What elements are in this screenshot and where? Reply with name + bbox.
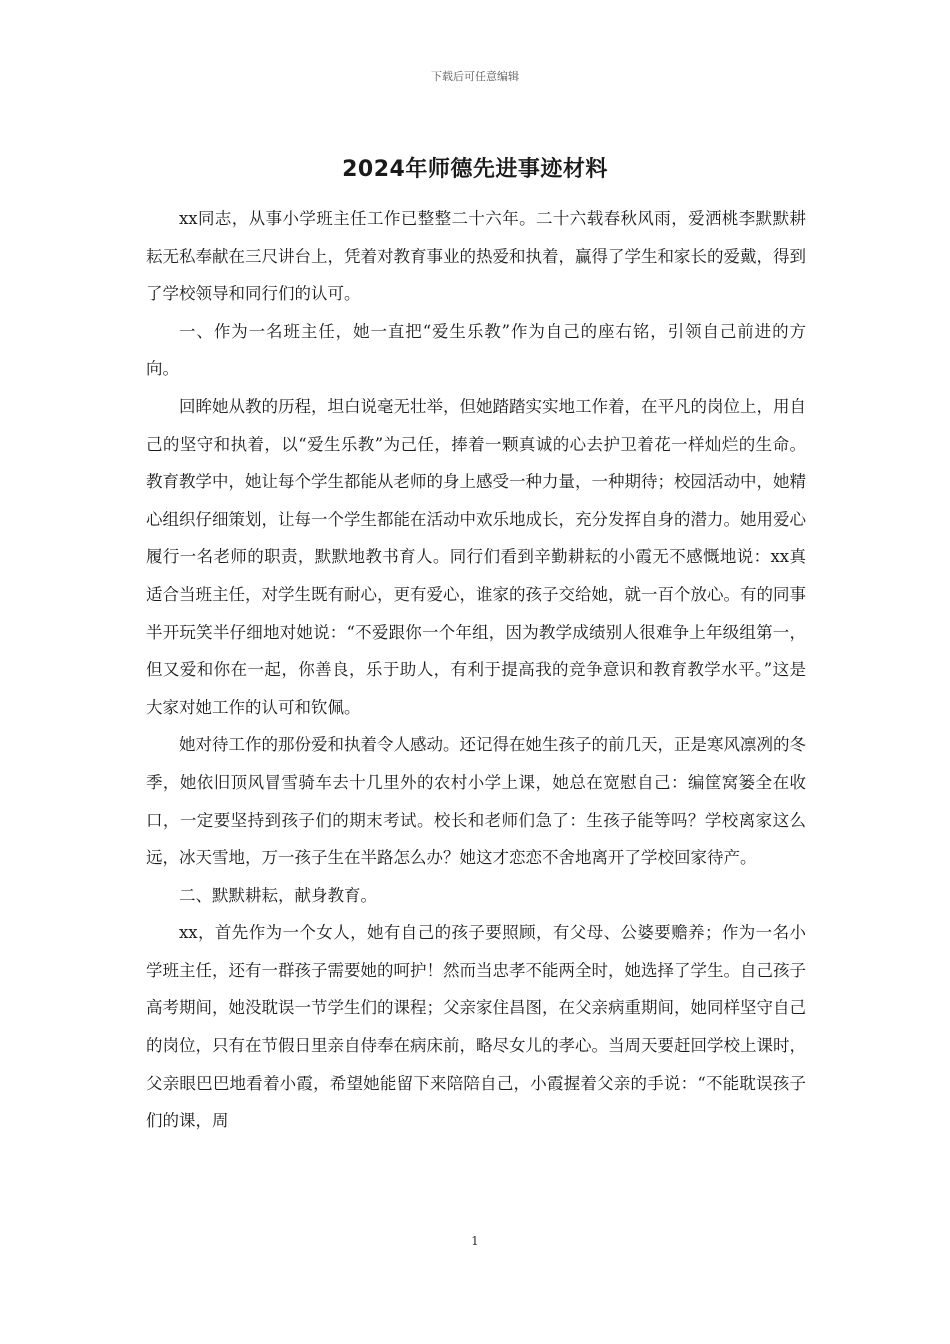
paragraph-intro: xx同志，从事小学班主任工作已整整二十六年。二十六载春秋风雨，爱洒桃李默默耕耘无私奉献在三尺讲台上，凭着对教育事业的热爱和执着，赢得了学生和家长的爱戴，得到了学校领导和同行们的认可。 bbox=[146, 209, 806, 304]
paragraph-section-one-heading: 一、作为一名班主任，她一直把“爱生乐教”作为自己的座右铭，引领自己前进的方向。 bbox=[146, 321, 806, 379]
paragraph-section-two-heading: 二、默默耕耘，献身教育。 bbox=[179, 885, 377, 905]
page-header-note: 下载后可任意编辑 bbox=[431, 70, 519, 83]
paragraph-dedication-story: 她对待工作的那份爱和执着令人感动。还记得在她生孩子的前几天，正是寒风凛冽的冬季，她依旧顶风冒雪骑车去十几里外的农村小学上课，她总在宽慰自己：编筐窝篓全在收口，一定要坚持到孩子们的期末考试。校长和老师们急了：生孩子能等吗？学校离家这么远，冰天雪地，万一孩子生在半路怎么办？她这才恋恋不舍地离开了学校回家待产。 bbox=[146, 735, 806, 868]
paragraph-career-review: 回眸她从教的历程，坦白说毫无壮举，但她踏踏实实地工作着，在平凡的岗位上，用自己的坚守和执着，以“爱生乐教”为己任，捧着一颗真诚的心去护卫着花一样灿烂的生命。教育教学中，她让每个学生都能从老师的身上感受一种力量，一种期待；校园活动中，她精心组织仔细策划，让每一个学生都能在活动中欢乐地成长，充分发挥自身的潜力。她用爱心履行一名老师的职责，默默地教书育人。同行们看到辛勤耕耘的小霞无不感慨地说：xx真适合当班主任，对学生既有耐心，更有爱心，谁家的孩子交给她，就一百个放心。有的同事半开玩笑半仔细地对她说：“不爱跟你一个年组，因为教学成绩别人很难争上年级组第一，但又爱和你在一起，你善良，乐于助人，有利于提高我的竞争意识和教育教学水平。”这是大家对她工作的认可和钦佩。 bbox=[146, 396, 806, 717]
document-body bbox=[146, 200, 806, 1140]
paragraph-family-sacrifice: xx，首先作为一个女人，她有自己的孩子要照顾，有父母、公婆要赡养；作为一名小学班主任，还有一群孩子需要她的呵护！然而当忠孝不能两全时，她选择了学生。自己孩子高考期间，她没耽误一节学生们的课程；父亲家住昌图，在父亲病重期间，她同样坚守自己的岗位，只有在节假日里亲自侍奉在病床前，略尽女儿的孝心。当周天要赶回学校上课时，父亲眼巴巴地看着小霞，希望她能留下来陪陪自己，小霞握着父亲的手说：“不能耽误孩子们的课，周 bbox=[146, 923, 806, 1131]
page-number: 1 bbox=[471, 1234, 479, 1248]
document-title: 2024年师德先进事迹材料 bbox=[342, 157, 608, 182]
